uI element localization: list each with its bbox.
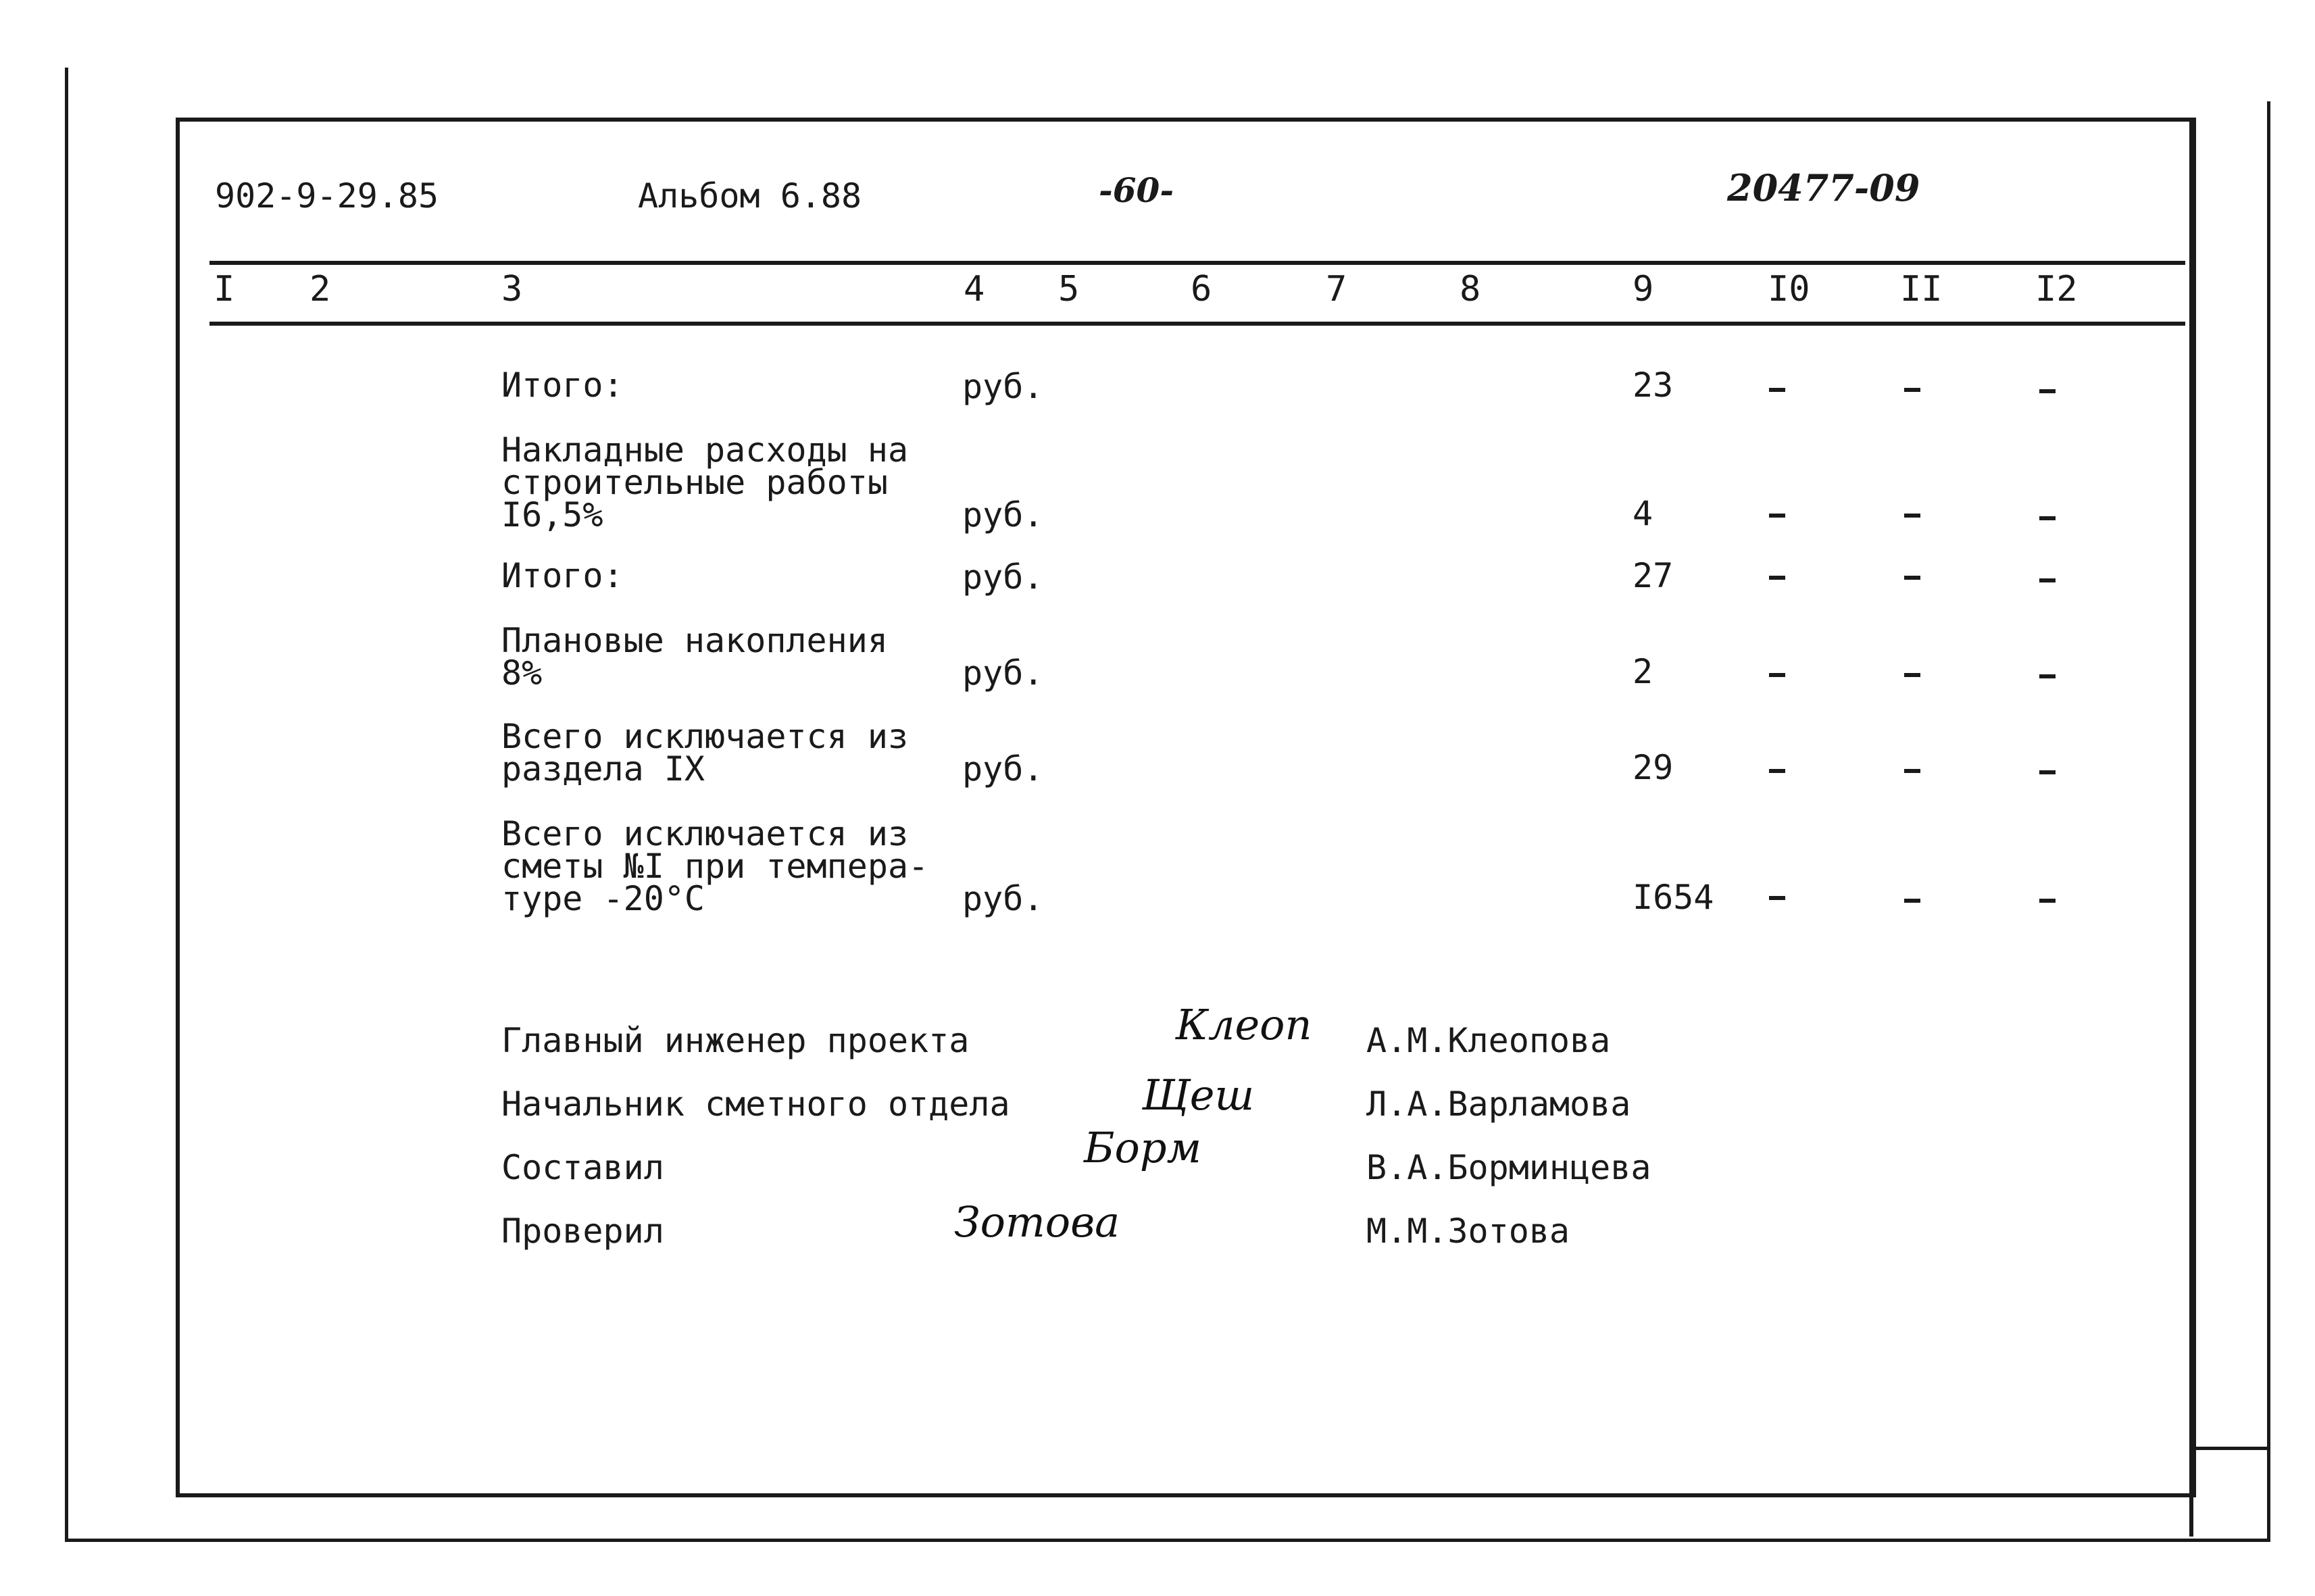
row-2-desc: Накладные расходы на строительные работы I6,5%	[501, 430, 909, 534]
signature-role-chief-engineer: Главный инженер проекта	[501, 1021, 970, 1060]
signature-role-compiled-by: Составил	[501, 1148, 664, 1187]
row-4-dash-12	[2039, 674, 2056, 678]
signature-checked-by: Зотова	[954, 1197, 1120, 1247]
col-3-header: 3	[501, 269, 523, 309]
row-2-dash-10	[1769, 514, 1785, 518]
signature-role-checked-by: Проверил	[501, 1212, 664, 1251]
col-1-header: I	[214, 269, 235, 309]
row-4-unit: руб.	[962, 653, 1044, 693]
signature-name-chief-engineer: А.М.Клеопова	[1366, 1021, 1611, 1060]
left-margin-line	[65, 68, 68, 1542]
row-2-dash-12	[2039, 516, 2056, 520]
signature-name-checked-by: М.М.Зотова	[1366, 1212, 1570, 1251]
row-4-dash-10	[1769, 673, 1785, 677]
col-4-header: 4	[964, 269, 985, 309]
signature-compiled-by: Борм	[1084, 1123, 1201, 1172]
row-1-dash-11	[1904, 388, 1920, 392]
row-6-dash-11	[1904, 899, 1920, 903]
col-10-header: I0	[1768, 269, 1810, 309]
table-header-bottom-rule	[209, 322, 2185, 326]
row-6-value: I654	[1633, 878, 1714, 917]
signature-role-estimate-head: Начальник сметного отдела	[501, 1084, 1010, 1124]
stamp-box-top	[2193, 1447, 2270, 1450]
row-5-dash-10	[1769, 769, 1785, 773]
row-1-dash-12	[2039, 389, 2056, 393]
signature-chief-engineer: Клеоп	[1176, 1000, 1312, 1049]
col-12-header: I2	[2035, 269, 2078, 309]
row-2-unit: руб.	[962, 495, 1044, 534]
row-5-value: 29	[1633, 748, 1674, 787]
page-number: -60-	[1099, 170, 1174, 210]
row-5-dash-12	[2039, 770, 2056, 774]
row-3-dash-12	[2039, 578, 2056, 582]
sheet-right-double	[2189, 118, 2193, 1537]
right-margin-line	[2267, 101, 2270, 1542]
reference-number: 20477-09	[1727, 166, 1920, 209]
signature-name-compiled-by: В.А.Борминцева	[1366, 1148, 1651, 1187]
col-6-header: 6	[1191, 269, 1212, 309]
row-1-unit: руб.	[962, 367, 1044, 406]
row-6-dash-10	[1769, 896, 1785, 900]
col-9-header: 9	[1633, 269, 1654, 309]
doc-code: 902-9-29.85	[215, 176, 439, 216]
row-3-desc: Итого:	[501, 556, 624, 595]
row-5-unit: руб.	[962, 749, 1044, 789]
row-2-value: 4	[1633, 494, 1653, 533]
album-label: Альбом 6.88	[638, 176, 862, 216]
row-1-desc: Итого:	[501, 366, 624, 405]
row-4-desc: Плановые накопления 8%	[501, 621, 888, 693]
col-11-header: II	[1900, 269, 1943, 309]
row-4-dash-11	[1904, 673, 1920, 677]
row-1-dash-10	[1769, 388, 1785, 392]
bottom-margin-line	[65, 1539, 2270, 1542]
row-3-unit: руб.	[962, 557, 1044, 597]
row-6-dash-12	[2039, 899, 2056, 903]
row-1-value: 23	[1633, 366, 1674, 405]
row-3-dash-11	[1904, 576, 1920, 580]
row-3-value: 27	[1633, 556, 1674, 595]
row-4-value: 2	[1633, 652, 1653, 691]
col-7-header: 7	[1326, 269, 1347, 309]
col-5-header: 5	[1058, 269, 1080, 309]
row-3-dash-10	[1769, 576, 1785, 580]
row-5-dash-11	[1904, 769, 1920, 773]
signature-name-estimate-head: Л.А.Варламова	[1366, 1084, 1631, 1124]
row-6-unit: руб.	[962, 879, 1044, 918]
signature-estimate-head: Щеш	[1142, 1070, 1255, 1120]
col-2-header: 2	[309, 269, 331, 309]
table-header-top-rule	[209, 261, 2185, 265]
col-8-header: 8	[1460, 269, 1481, 309]
row-5-desc: Всего исключается из раздела IX	[501, 717, 909, 789]
row-6-desc: Всего исключается из сметы №I при темпера- туре -20°C	[501, 814, 929, 918]
row-2-dash-11	[1904, 514, 1920, 518]
